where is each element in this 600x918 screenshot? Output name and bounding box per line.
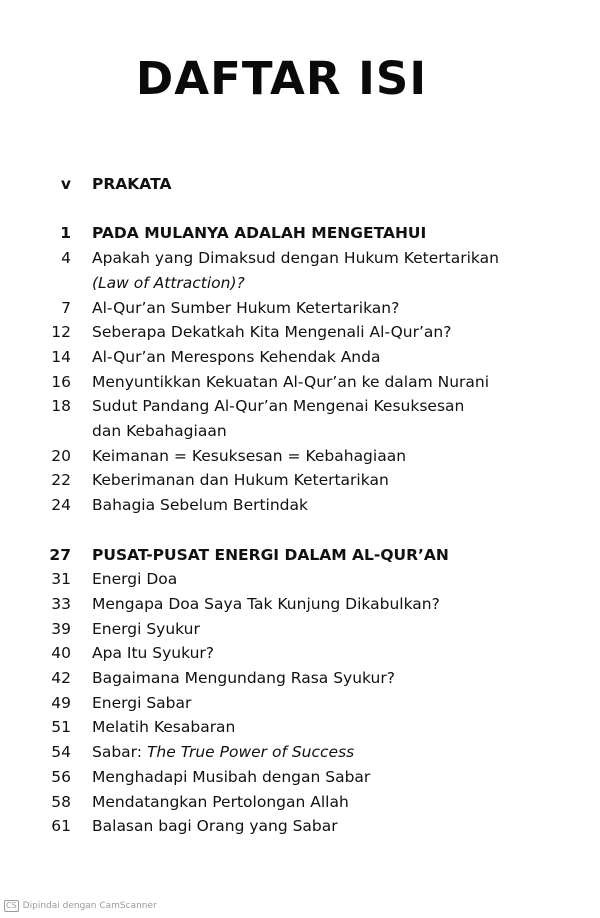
page-number: 58 (51, 792, 71, 811)
entry-title: Bagaimana Mengundang Rasa Syukur? (92, 669, 395, 688)
page-number: 24 (51, 496, 71, 515)
toc-entry (0, 567, 600, 592)
toc-entry (0, 296, 600, 321)
toc-entry (0, 592, 600, 617)
entry-title: Energi Doa (92, 570, 178, 589)
page-number: 56 (51, 767, 71, 786)
page-number: 61 (51, 817, 71, 836)
entry-title: Mengapa Doa Saya Tak Kunjung Dikabulkan? (92, 594, 440, 613)
toc-entry (0, 493, 600, 518)
chapter-title: PUSAT-PUSAT ENERGI DALAM AL-QUR’AN (92, 545, 449, 564)
toc-entry (0, 617, 600, 642)
scanner-watermark (4, 900, 157, 912)
toc-entry (0, 370, 600, 395)
page-number: v (60, 175, 71, 193)
page-number: 4 (61, 249, 71, 268)
toc-entry (0, 641, 600, 666)
entry-title: PRAKATA (92, 175, 172, 193)
entry-title: Energi Syukur (92, 619, 200, 638)
entry-title: Menghadapi Musibah dengan Sabar (92, 767, 371, 786)
page-number: 42 (51, 669, 71, 688)
page-number: 18 (51, 397, 71, 416)
entry-title: Energi Sabar (92, 693, 192, 712)
toc-entry (0, 715, 600, 740)
watermark-text: Dipindai dengan CamScanner (22, 901, 157, 911)
entry-title (92, 743, 354, 761)
toc-entry (0, 394, 600, 419)
entry-title: Balasan bagi Orang yang Sabar (92, 817, 338, 836)
chapter-title: PADA MULANYA ADALAH MENGETAHUI (92, 224, 427, 243)
entry-title: Keimanan = Kesuksesan = Kebahagiaan (92, 446, 407, 465)
entry-title: Al-Qur’an Merespons Kehendak Anda (92, 347, 381, 366)
entry-title-continued: (Law of Attraction)? (92, 273, 245, 292)
toc-chapter-1 (0, 221, 600, 246)
toc-entry (0, 666, 600, 691)
entry-title: Apa Itu Syukur? (92, 644, 215, 663)
entry-title-continued: dan Kebahagiaan (92, 422, 227, 441)
toc-entry-prakata (0, 172, 600, 197)
page-number: 54 (51, 743, 71, 762)
page-number: 20 (51, 446, 71, 465)
toc-entry (0, 691, 600, 716)
page-number: 16 (51, 372, 71, 391)
entry-title: Seberapa Dekatkah Kita Mengenali Al-Qur’an? (92, 323, 452, 342)
toc-entry-continuation (0, 419, 600, 444)
entry-title: Apakah yang Dimaksud dengan Hukum Ketertarikan (92, 249, 499, 268)
page-number: 7 (61, 298, 71, 317)
toc-entry (0, 320, 600, 345)
toc-chapter-2 (0, 543, 600, 568)
page-number: 22 (51, 471, 71, 490)
page-number: 33 (51, 594, 71, 613)
page-number: 40 (51, 644, 71, 663)
toc-entry (0, 468, 600, 493)
toc-entry (0, 345, 600, 370)
entry-title: Melatih Kesabaran (92, 718, 236, 737)
page-title: DAFTAR ISI (135, 52, 428, 105)
page-number: 31 (51, 570, 71, 589)
entry-title: Keberimanan dan Hukum Ketertarikan (92, 471, 389, 490)
camscanner-logo-icon: CS (6, 901, 17, 910)
page-number: 14 (51, 347, 71, 366)
page-number: 1 (60, 224, 71, 243)
table-of-contents (0, 172, 600, 839)
toc-entry (0, 814, 600, 839)
entry-title: Menyuntikkan Kekuatan Al-Qur’an ke dalam Nurani (92, 372, 490, 391)
entry-title: Al-Qur’an Sumber Hukum Ketertarikan? (92, 298, 400, 317)
page-number: 51 (51, 718, 71, 737)
entry-title-plain: Sabar: (92, 743, 147, 762)
toc-entry (0, 444, 600, 469)
toc-entry-continuation (0, 271, 600, 296)
page-number: 49 (51, 693, 71, 712)
entry-title-italic: The True Power of Success (146, 743, 355, 762)
page-number: 27 (49, 545, 71, 564)
toc-entry (0, 765, 600, 790)
toc-entry (0, 740, 600, 765)
entry-title: Bahagia Sebelum Bertindak (92, 496, 308, 515)
toc-entry (0, 246, 600, 271)
toc-entry (0, 790, 600, 815)
page-number: 39 (51, 619, 71, 638)
entry-title: Sudut Pandang Al-Qur’an Mengenai Kesuksesan (92, 397, 465, 416)
entry-title: Mendatangkan Pertolongan Allah (92, 792, 349, 811)
page-number: 12 (51, 323, 71, 342)
